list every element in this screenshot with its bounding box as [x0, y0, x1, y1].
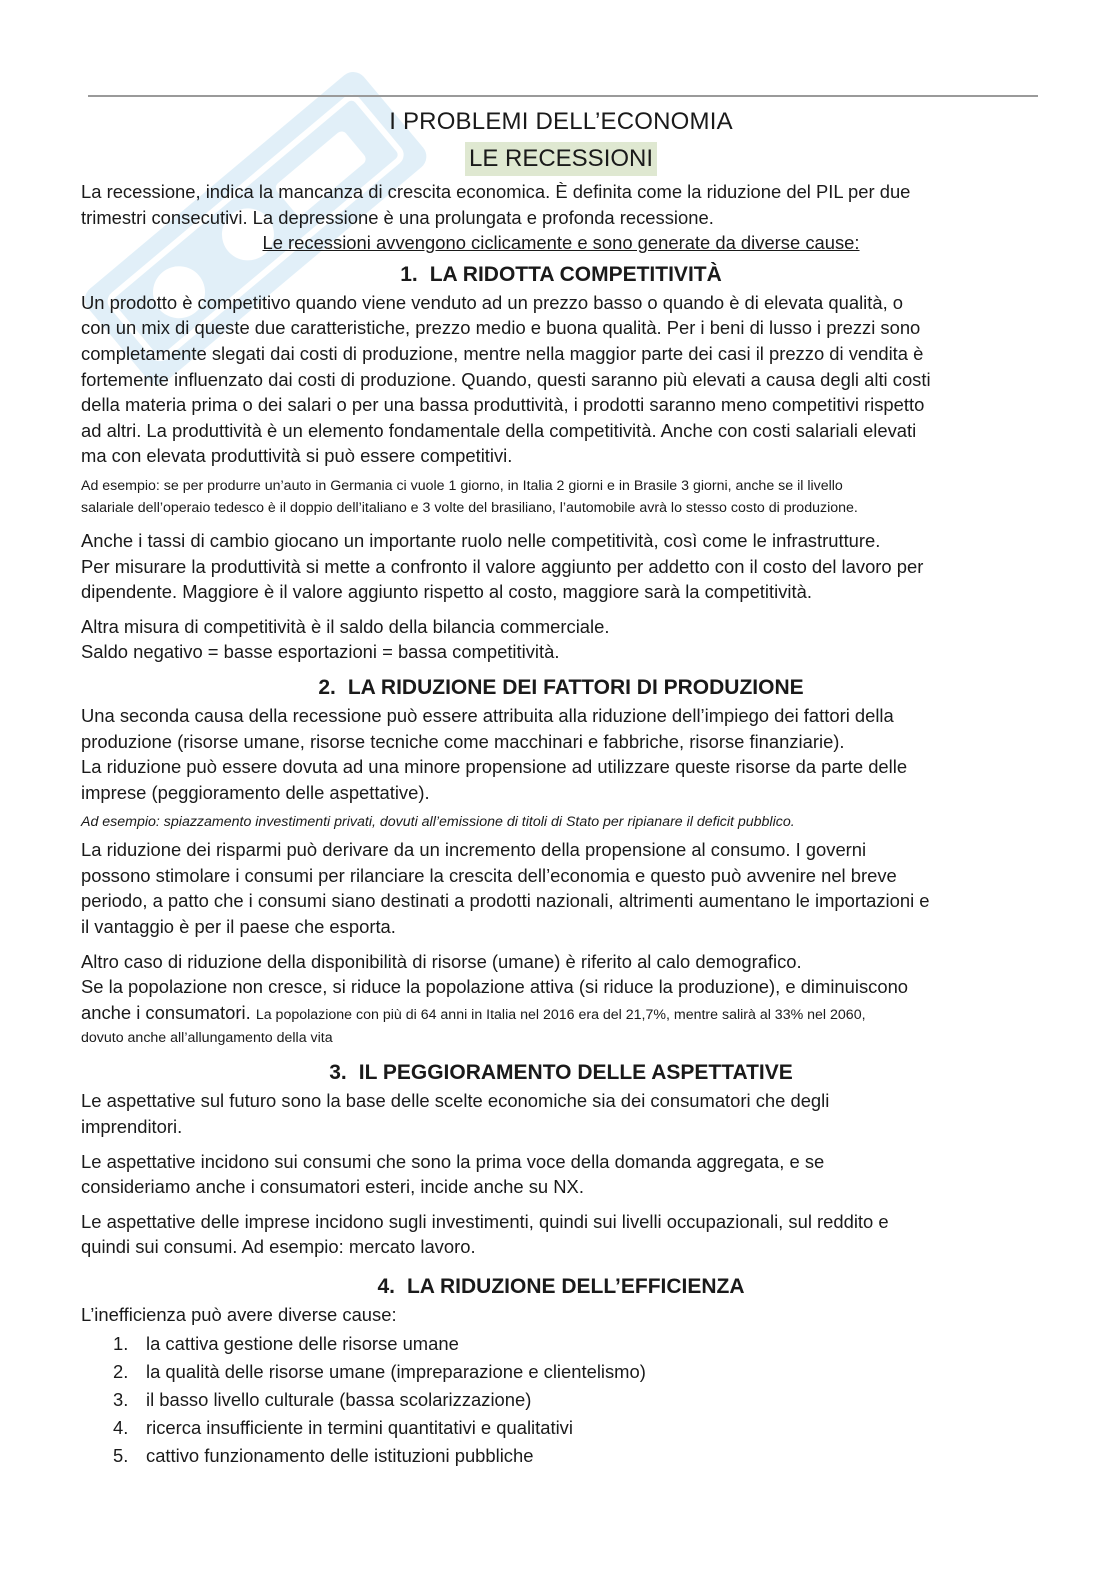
- population-note-continued: dovuto anche all’allungamento della vita: [81, 1030, 333, 1047]
- inefficiency-causes-list: [81, 1330, 1041, 1470]
- page-subtitle: LE RECESSIONI: [465, 142, 657, 176]
- population-note: La popolazione con più di 64 anni in Italia nel 2016 era del 21,7%, mentre salirà al 33% nel 2060,: [255, 1006, 866, 1023]
- section-3-paragraph-3: Le aspettative delle imprese incidono sugli investimenti, quindi sui livelli occupazionali, sul reddito e quindi sui consumi. Ad esempio: mercato lavoro.: [81, 1210, 889, 1258]
- section-1-paragraph-3: Altra misura di competitività è il saldo della bilancia commerciale. Saldo negativo = basse esportazioni = bassa competitività.: [81, 615, 610, 663]
- list-item: 1. la cattiva gestione delle risorse umane: [113, 1332, 459, 1354]
- section-2-paragraph-1: Una seconda causa della recessione può essere attribuita alla riduzione dell’impiego dei fattori della produzione (risorse umane, risorse tecniche come macchinari e fabbriche, risorse finanziarie). La riduzione può essere dovuta ad una minore propensione ad utilizzare queste risorse da parte delle imprese (peggioramento delle aspettative).: [81, 704, 908, 803]
- section-4-heading: 4. LA RIDUZIONE DELL’EFFICIENZA: [377, 1275, 745, 1298]
- section-3-paragraph-1: Le aspettative sul futuro sono la base delle scelte economiche sia dei consumatori che degli imprenditori.: [81, 1090, 830, 1138]
- causes-heading: Le recessioni avvengono ciclicamente e sono generate da diverse cause:: [262, 232, 860, 254]
- section-1-paragraph-1: Un prodotto è competitivo quando viene venduto ad un prezzo basso o quando è di elevata qualità, o con un mix di queste due caratteristiche, prezzo medio e buona qualità. Per i beni di lusso i prezzi sono completamente slegati dai costi di produzione, mentre nella maggior parte dei casi il prezzo di vendita è fortemente influenzato dai costi di produzione. Quando, questi saranno più elevati a causa degli alti costi della materia prima o dei salari o per una bassa produttività, i prodotti saranno meno competitivi rispetto ad altri. La produttività è un elemento fondamentale della competitività. Anche con costi salariali elevati ma con elevata produttività si può essere competitivi.: [81, 291, 931, 467]
- list-item: 4. ricerca insufficiente in termini quantitativi e qualitativi: [113, 1416, 573, 1438]
- top-rule: [88, 95, 1038, 97]
- list-item: 5. cattivo funzionamento delle istituzioni pubbliche: [113, 1444, 534, 1466]
- intro-line-2: trimestri consecutivi. La depressione è una prolungata e profonda recessione.: [81, 206, 714, 228]
- page-title: I PROBLEMI DELL’ECONOMIA: [389, 108, 733, 135]
- section-1-heading: 1. LA RIDOTTA COMPETITIVITÀ: [400, 262, 722, 286]
- section-2-example: Ad esempio: spiazzamento investimenti privati, dovuti all’emissione di titoli di Stato per ripianare il deficit pubblico.: [81, 814, 795, 831]
- section-1-example: Ad esempio: se per produrre un’auto in Germania ci vuole 1 giorno, in Italia 2 giorni e in Brasile 3 giorni, anche se il livello salariale dell’operaio tedesco è il doppio dell’italiano e 3 volte del brasiliano, l’automobile avrà lo stesso costo di produzione.: [81, 477, 858, 516]
- section-3-paragraph-2: Le aspettative incidono sui consumi che sono la prima voce della domanda aggregata, e se consideriamo anche i consumatori esteri, incide anche su NX.: [81, 1150, 825, 1198]
- document-page: [81, 100, 1041, 1470]
- section-2-paragraph-2: La riduzione dei risparmi può derivare da un incremento della propensione al consumo. I governi possono stimolare i consumi per rilanciare la crescita dell’economia e questo può avvenire nel breve periodo, a patto che i consumi siano destinati a prodotti nazionali, altrimenti aumentano le importazioni e il vantaggio è per il paese che esporta.: [81, 839, 930, 938]
- intro-line-1: La recessione, indica la mancanza di crescita economica. È definita come la riduzione del PIL per due: [81, 181, 911, 202]
- section-2-paragraph-3: Altro caso di riduzione della disponibilità di risorse (umane) è riferito al calo demografico. Se la popolazione non cresce, si riduce la popolazione attiva (si riduce la produzione), e diminuiscono anche i consumatori. La popolazione con più di 64 anni in Italia nel 2016 era del 21,7%, mentre salirà al 33% nel 2060, dovuto anche all’allungamento della vita: [81, 949, 1041, 1049]
- section-4-intro: L’inefficienza può avere diverse cause:: [81, 1304, 397, 1325]
- section-2-heading: 2. LA RIDUZIONE DEI FATTORI DI PRODUZIONE: [318, 675, 804, 699]
- section-3-heading: 3. IL PEGGIORAMENTO DELLE ASPETTATIVE: [329, 1061, 793, 1085]
- list-item: 2. la qualità delle risorse umane (impreparazione e clientelismo): [113, 1360, 646, 1382]
- list-item: 3. il basso livello culturale (bassa scolarizzazione): [113, 1388, 532, 1410]
- section-1-paragraph-2: Anche i tassi di cambio giocano un importante ruolo nelle competitività, così come le infrastrutture. Per misurare la produttività si mette a confronto il valore aggiunto per addetto con il costo del lavoro per dipendente. Maggiore è il valore aggiunto rispetto al costo, maggiore sarà la competitività.: [81, 529, 924, 603]
